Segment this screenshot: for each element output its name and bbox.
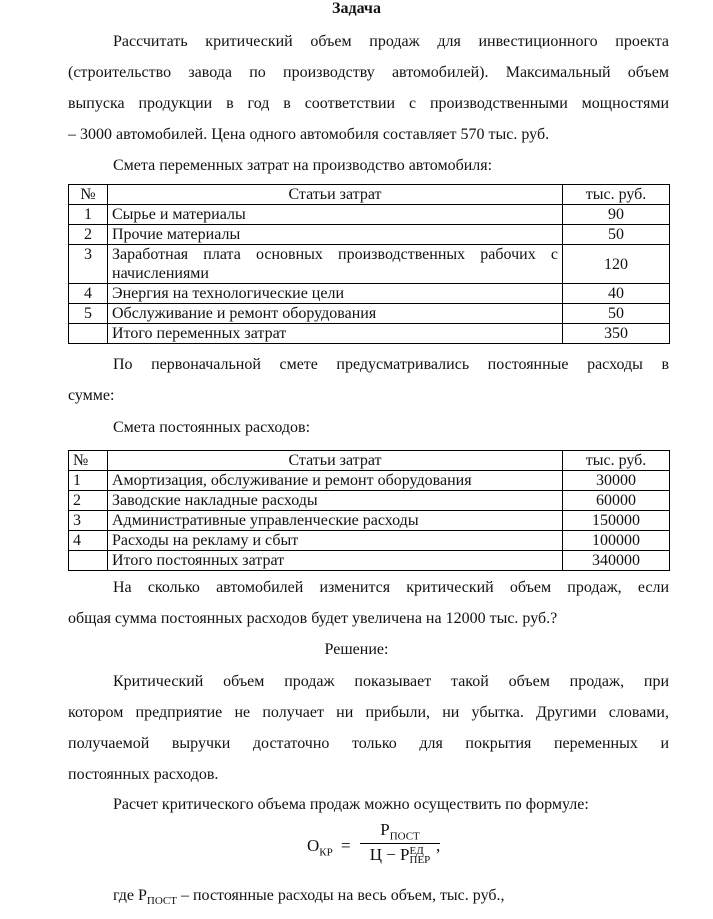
row-value: 90	[563, 205, 670, 225]
row-item: Заработная плата основных производственных рабочих с начислениями	[108, 245, 563, 284]
table-total-row	[69, 551, 670, 571]
table-row	[69, 245, 670, 284]
variable-costs-table	[68, 184, 670, 344]
row-item: Расходы на рекламу и сбыт	[108, 531, 563, 551]
formula-denominator	[360, 844, 440, 865]
total-number-cell	[69, 324, 108, 344]
row-value: 100000	[563, 531, 670, 551]
question-line-2: общая сумма постоянных расходов будет увеличена на 12000 тыс. руб.?	[68, 610, 558, 627]
table-row	[69, 531, 670, 551]
header-number: №	[69, 451, 108, 471]
formula-denominator-indices	[410, 847, 431, 865]
table-row	[69, 225, 670, 245]
row-item: Амортизация, обслуживание и ремонт оборудования	[108, 471, 563, 491]
where-line	[113, 887, 505, 907]
formula-fraction	[360, 820, 440, 865]
critical-volume-formula	[0, 820, 713, 872]
table-header-row	[69, 451, 670, 471]
formula-lhs-subscript: КР	[319, 846, 333, 859]
header-number: №	[69, 185, 108, 205]
row-item: Обслуживание и ремонт оборудования	[108, 304, 563, 324]
row-item: Сырье и материалы	[108, 205, 563, 225]
intro-line-1: Рассчитать критический объем продаж для инвестиционного проекта	[113, 33, 669, 50]
total-value: 350	[563, 324, 670, 344]
total-value: 340000	[563, 551, 670, 571]
row-number: 3	[69, 511, 108, 531]
formula-lhs-symbol: О	[307, 836, 320, 855]
variable-costs-caption: Смета переменных затрат на производство автомобиля:	[113, 157, 493, 174]
header-value: тыс. руб.	[563, 451, 670, 471]
fixed-intro-line-1: По первоначальной смете предусматривались постоянные расходы в	[113, 356, 669, 373]
table-header-row	[69, 185, 670, 205]
row-number: 5	[69, 304, 108, 324]
total-number-cell	[69, 551, 108, 571]
intro-line-2: (строительство завода по производству автомобилей). Максимальный объем	[68, 64, 669, 81]
formula-denominator-subscript: ПЕР	[409, 854, 431, 867]
fixed-costs-caption: Смета постоянных расходов:	[113, 419, 311, 436]
table-row	[69, 304, 670, 324]
formula-numerator-symbol: Р	[380, 820, 390, 839]
total-label: Итого постоянных затрат	[108, 551, 563, 571]
row-number: 2	[69, 491, 108, 511]
row-number: 4	[69, 531, 108, 551]
formula-numerator	[360, 820, 440, 844]
fixed-costs-table	[68, 450, 670, 571]
row-value: 150000	[563, 511, 670, 531]
formula-trailing-comma: ,	[436, 836, 441, 855]
solution-line-2: котором предприятие не получает ни прибыли, ни убытка. Другими словами,	[68, 704, 669, 721]
row-value: 40	[563, 284, 670, 304]
row-item: Административные управленческие расходы	[108, 511, 563, 531]
intro-line-3: выпуска продукции в год в соответствии с производственными мощностями	[68, 95, 669, 112]
table-row	[69, 284, 670, 304]
row-value: 50	[563, 304, 670, 324]
row-number: 1	[69, 205, 108, 225]
row-value: 120	[563, 245, 670, 284]
row-value: 50	[563, 225, 670, 245]
row-value: 30000	[563, 471, 670, 491]
fixed-intro-line-2: сумме:	[68, 387, 115, 404]
solution-heading: Решение:	[324, 641, 389, 658]
page-title: Задача	[332, 0, 381, 17]
where-rest: – постоянные расходы на весь объем, тыс. руб.,	[176, 887, 505, 904]
row-value: 60000	[563, 491, 670, 511]
formula-lhs	[307, 836, 351, 858]
formula-denominator-main: Ц − Р	[369, 845, 410, 865]
row-number: 1	[69, 471, 108, 491]
solution-line-3: получаемой выручки достаточно только для покрытия переменных и	[68, 735, 669, 752]
table-row	[69, 471, 670, 491]
formula-caption: Расчет критического объема продаж можно осуществить по формуле:	[113, 796, 589, 813]
solution-line-4: постоянных расходов.	[68, 766, 219, 783]
row-item: Прочие материалы	[108, 225, 563, 245]
row-number: 4	[69, 284, 108, 304]
solution-line-1: Критический объем продаж показывает такой объем продаж, при	[113, 673, 669, 690]
formula-denominator-superscript: ЕД	[409, 845, 424, 858]
where-subscript: ПОСТ	[146, 895, 177, 908]
header-item: Статьи затрат	[108, 451, 563, 471]
row-number: 2	[69, 225, 108, 245]
table-row	[69, 511, 670, 531]
header-item: Статьи затрат	[108, 185, 563, 205]
intro-line-4: – 3000 автомобилей. Цена одного автомобиля составляет 570 тыс. руб.	[68, 126, 550, 143]
where-prefix: где Р	[113, 887, 147, 904]
table-row	[69, 491, 670, 511]
total-label: Итого переменных затрат	[108, 324, 563, 344]
row-item: Энергия на технологические цели	[108, 284, 563, 304]
row-number: 3	[69, 245, 108, 284]
formula-equals: =	[341, 836, 351, 855]
table-total-row	[69, 324, 670, 344]
table-row	[69, 205, 670, 225]
header-value: тыс. руб.	[563, 185, 670, 205]
row-item: Заводские накладные расходы	[108, 491, 563, 511]
question-line-1: На сколько автомобилей изменится критический объем продаж, если	[113, 579, 669, 596]
formula-numerator-subscript: ПОСТ	[389, 830, 420, 843]
